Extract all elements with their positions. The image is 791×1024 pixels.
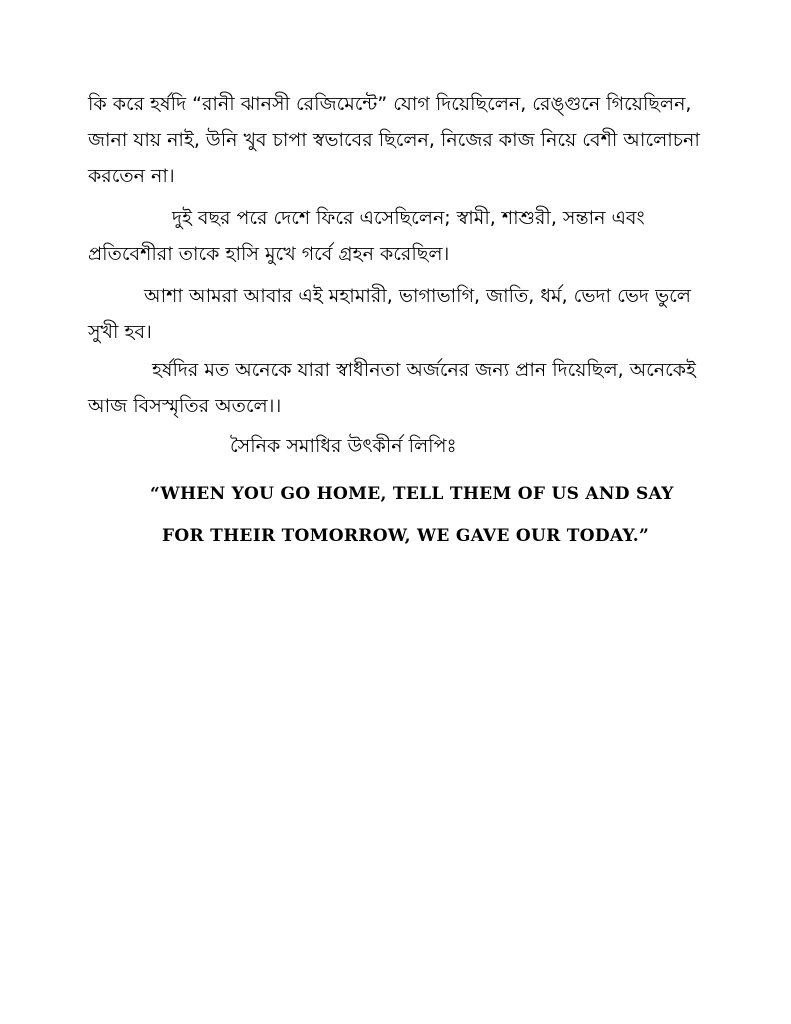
paragraph-line: জানা যায় নাই, উনি খুব চাপা স্বভাবের ছিলেন, নিজের কাজ নিয়ে বেশী আলোচনা [88,129,700,151]
paragraph-line: দুই বছর পরে দেশে ফিরে এসেছিলেন; স্বামী, শাশুরী, সন্তান এবং [172,207,645,229]
paragraph-line: প্রতিবেশীরা তাকে হাসি মুখে গর্বে গ্রহন করেছিল। [88,243,450,265]
paragraph-1 [88,86,700,194]
paragraph-line: আশা আমরা আবার এই মহামারী, ভাগাভাগি, জাতি, ধর্ম, ভেদা ভেদ ভুলে [144,285,691,307]
paragraph-3 [88,278,691,350]
epitaph-heading: সৈনিক সমাধির উৎকীর্ন লিপিঃ [230,435,457,457]
paragraph-line: কি করে হর্ষদি “রানী ঝানসী রেজিমেন্টে” যোগ দিয়েছিলেন, রেঙ্গুনে গিয়েছিলন, [88,93,692,115]
paragraph-line: সুখী হব। [88,321,152,343]
epitaph-quote-line-1: “WHEN YOU GO HOME, TELL THEM OF US AND SAY [150,484,674,504]
epitaph-quote-line-2: FOR THEIR TOMORROW, WE GAVE OUR TODAY.” [162,526,650,546]
paragraph-2 [88,200,645,272]
paragraph-line: হর্ষদির মত অনেকে যারা স্বাধীনতা অর্জনের জন্য প্রান দিয়েছিল, অনেকেই [152,359,696,381]
paragraph-line: আজ বিসস্মৃতির অতলে।। [88,395,282,417]
paragraph-line: করতেন না। [88,165,175,187]
paragraph-4 [88,352,696,424]
